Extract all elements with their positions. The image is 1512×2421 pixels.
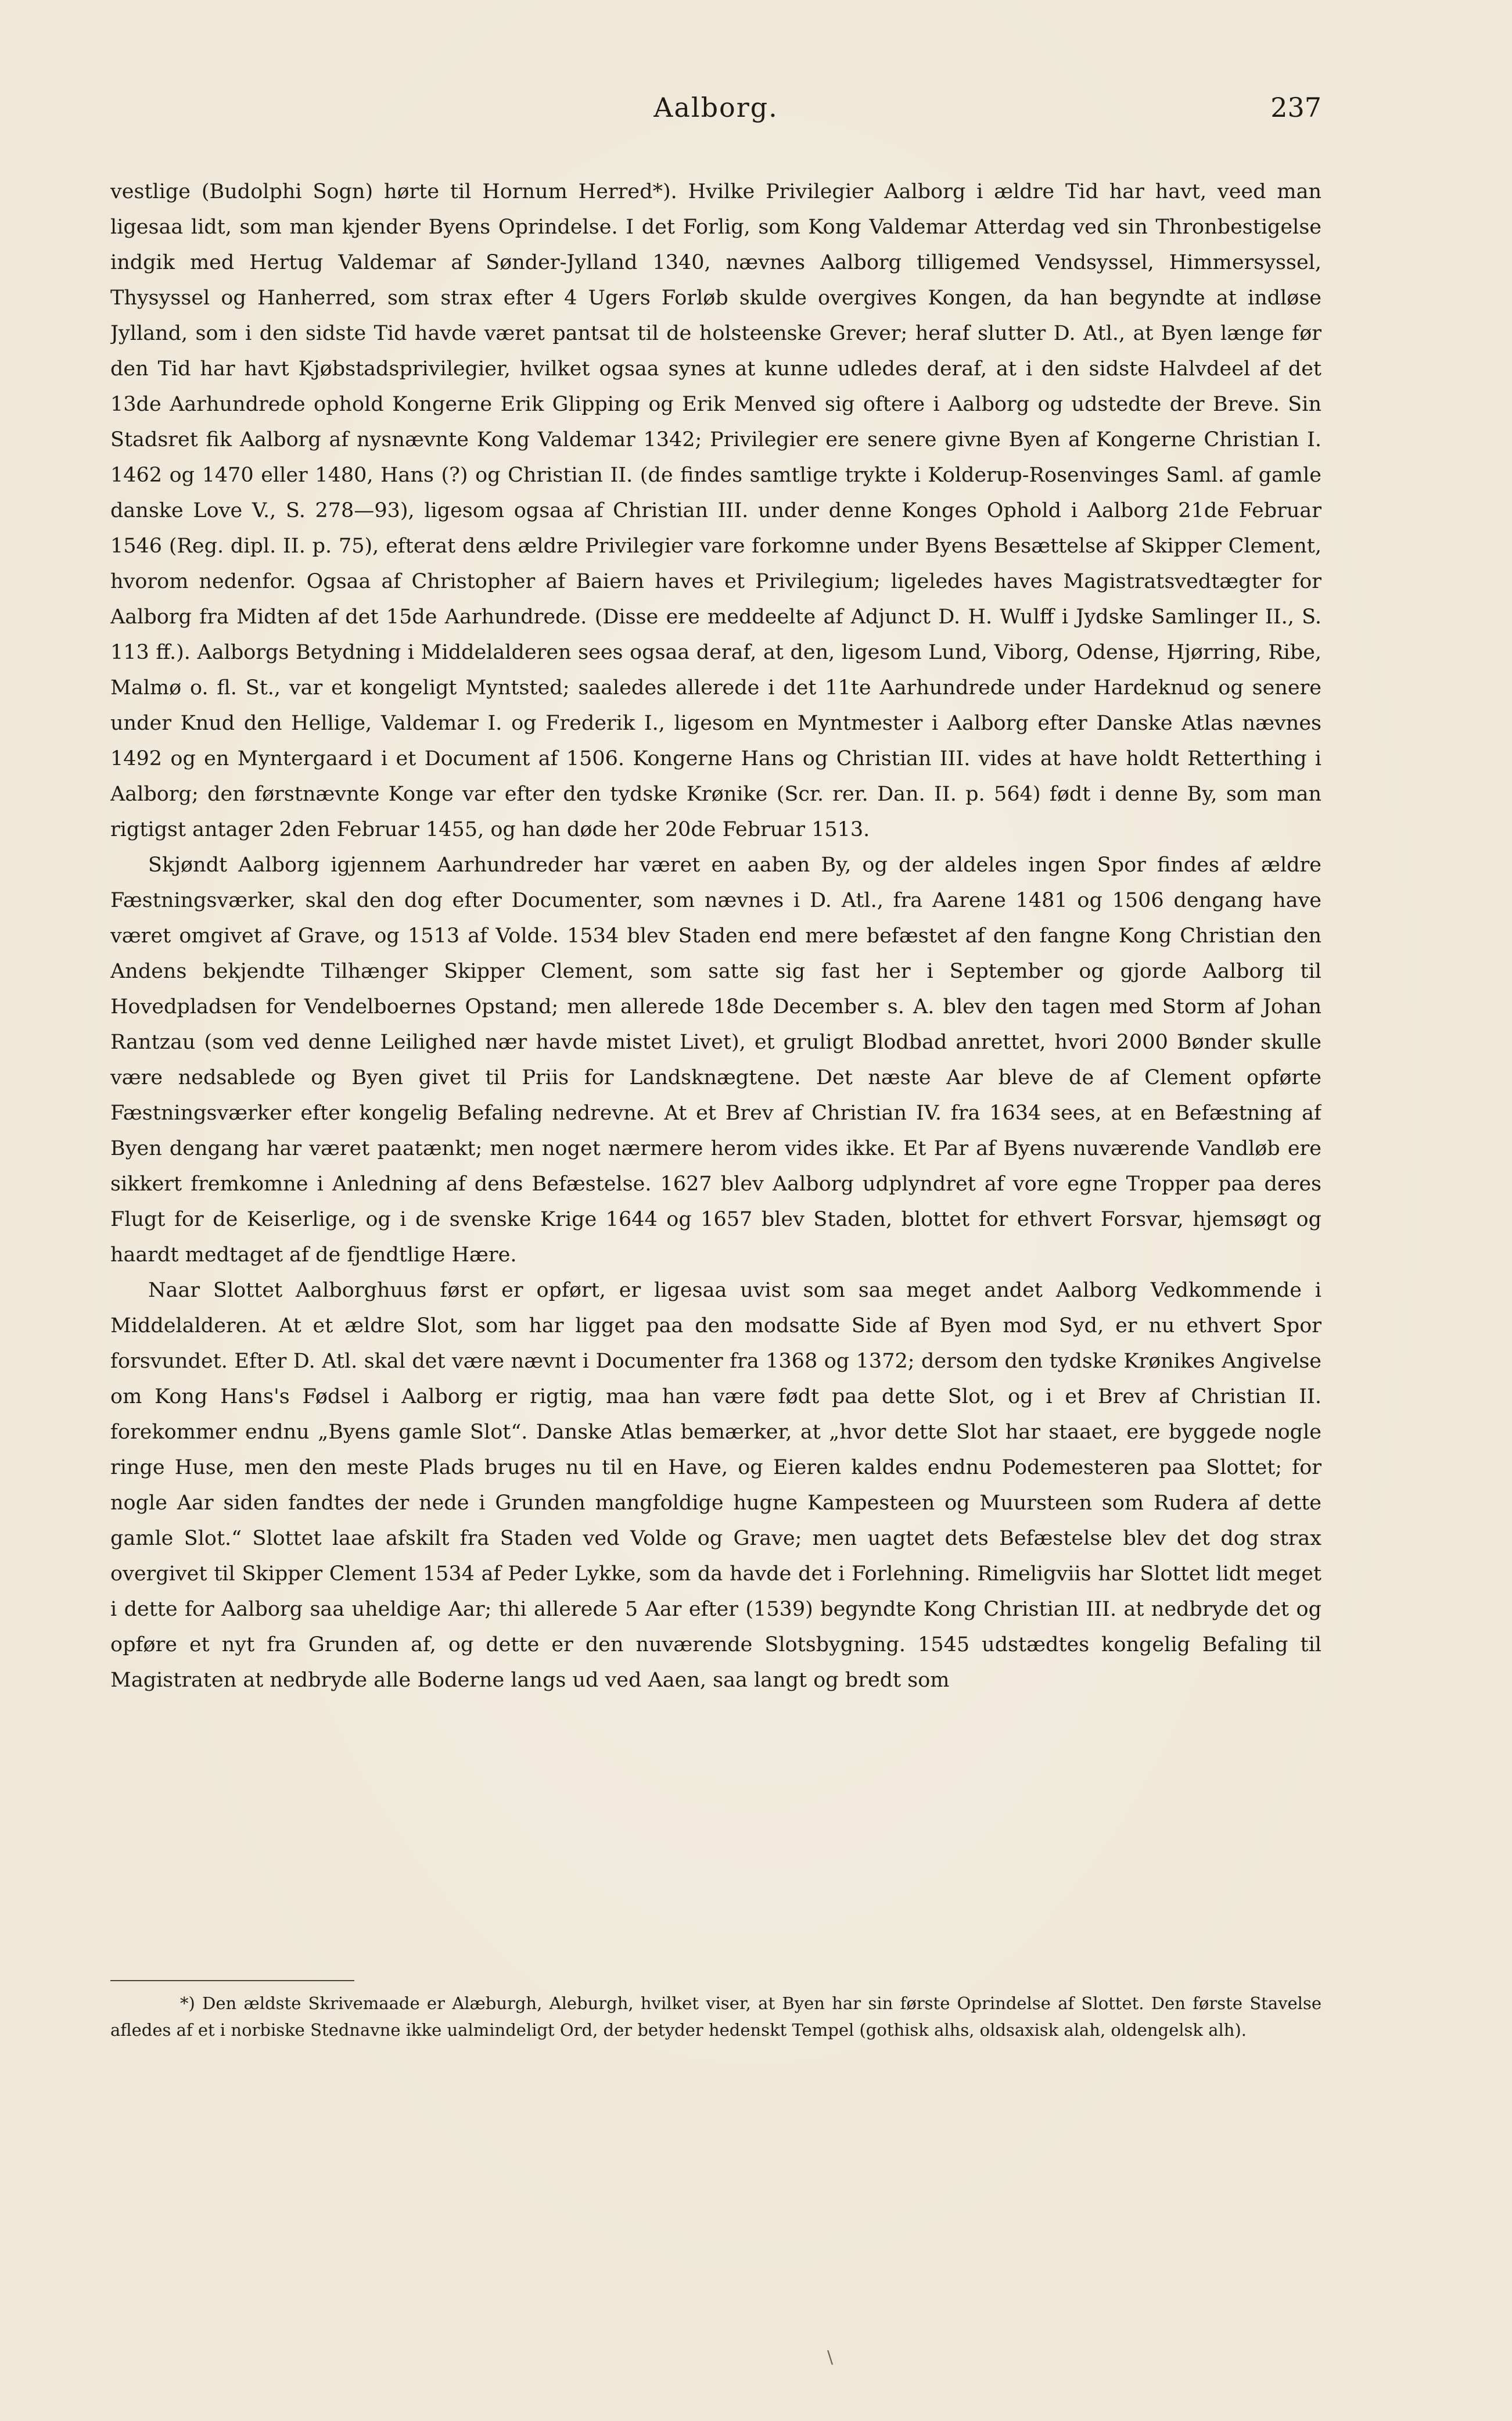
- body-text: [110, 174, 1321, 1946]
- running-title: Aalborg.: [653, 92, 778, 123]
- paragraph-privileges: vestlige (Budolphi Sogn) hørte til Hornum Herred*). Hvilke Privilegier Aalborg i ældre Tid har havt, veed man ligesaa lidt, som man kjender Byens Oprindelse. I det Forlig, som Kong Valdemar Atterdag ved sin Thronbestigelse indgik med Hertug Valdemar af Sønder-Jylland 1340, nævnes Aalborg tilligemed Vendsyssel, Himmersyssel, Thysyssel og Hanherred, som strax efter 4 Ugers Forløb skulde overgives Kongen, da han begyndte at indløse Jylland, som i den sidste Tid havde været pantsat til de holsteenske Grever; heraf slutter D. Atl., at Byen længe før den Tid har havt Kjøbstadsprivilegier, hvilket ogsaa synes at kunne udledes deraf, at i den sidste Halvdeel af det 13de Aarhundrede ophold Kongerne Erik Glipping og Erik Menved sig oftere i Aalborg og udstedte der Breve. Sin Stadsret fik Aalborg af nysnævnte Kong Valdemar 1342; Privilegier ere senere givne Byen af Kongerne Christian I. 1462 og 1470 eller 1480, Hans (?) og Christian II. (de findes samtlige trykte i Kolderup-Rosenvinges Saml. af gamle danske Love V., S. 278—93), ligesom ogsaa af Christian III. under denne Konges Ophold i Aalborg 21de Februar 1546 (Reg. dipl. II. p. 75), efterat dens ældre Privilegier vare forkomne under Byens Besættelse af Skipper Clement, hvorom nedenfor. Ogsaa af Christopher af Baiern haves et Privilegium; ligeledes haves Magistratsvedtægter for Aalborg fra Midten af det 15de Aarhundrede. (Disse ere meddeelte af Adjunct D. H. Wulff i Jydske Samlinger II., S. 113 ff.). Aalborgs Betydning i Middelalderen sees ogsaa deraf, at den, ligesom Lund, Viborg, Odense, Hjørring, Ribe, Malmø o. fl. St., var et kongeligt Myntsted; saaledes allerede i det 11te Aarhundrede under Hardeknud og senere under Knud den Hellige, Valdemar I. og Frederik I., ligesom en Myntmester i Aalborg efter Danske Atlas nævnes 1492 og en Myntergaard i et Document af 1506. Kongerne Hans og Christian III. vides at have holdt Retterthing i Aalborg; den førstnævnte Konge var efter den tydske Krønike (Scr. rer. Dan. II. p. 564) født i denne By, som man rigtigst antager 2den Februar 1455, og han døde her 20de Februar 1513.: [110, 180, 1321, 841]
- page-header: [110, 87, 1321, 134]
- footnote: [110, 1990, 1321, 2176]
- footnote-text: *) Den ældste Skrivemaade er Alæburgh, Aleburgh, hvilket viser, at Byen har sin første Oprindelse af Slottet. Den første Stavelse afledes af et i norbiske Stednavne ikke ualmindeligt Ord, der betyder hedenskt Tempel (gothisk alhs, oldsaxisk alah, oldengelsk alh).: [110, 1993, 1321, 2040]
- paragraph-castle: Naar Slottet Aalborghuus først er opført, er ligesaa uvist som saa meget andet Aalborg Vedkommende i Middelalderen. At et ældre Slot, som har ligget paa den modsatte Side af Byen mod Syd, er nu ethvert Spor forsvundet. Efter D. Atl. skal det være nævnt i Documenter fra 1368 og 1372; dersom den tydske Krønikes Angivelse om Kong Hans's Fødsel i Aalborg er rigtig, maa han være født paa dette Slot, og i et Brev af Christian II. forekommer endnu „Byens gamle Slot“. Danske Atlas bemærker, at „hvor dette Slot har staaet, ere byggede nogle ringe Huse, men den meste Plads bruges nu til en Have, og Eieren kaldes endnu Podemesteren paa Slottet; for nogle Aar siden fandtes der nede i Grunden mangfoldige hugne Kampesteen og Muursteen som Rudera af dette gamle Slot.“ Slottet laae afskilt fra Staden ved Volde og Grave; men uagtet dets Befæstelse blev det dog strax overgivet til Skipper Clement 1534 af Peder Lykke, som da havde det i Forlehning. Rimeligviis har Slottet lidt meget i dette for Aalborg saa uheldige Aar; thi allerede 5 Aar efter (1539) begyndte Kong Christian III. at nedbryde det og opføre et nyt fra Grunden af, og dette er den nuværende Slotsbygning. 1545 udstædtes kongelig Befaling til Magistraten at nedbryde alle Boderne langs ud ved Aaen, saa langt og bredt som: [110, 1279, 1321, 1692]
- paragraph-fortifications: Skjøndt Aalborg igjennem Aarhundreder har været en aaben By, og der aldeles ingen Spor findes af ældre Fæstningsværker, skal den dog efter Documenter, som nævnes i D. Atl., fra Aarene 1481 og 1506 dengang have været omgivet af Grave, og 1513 af Volde. 1534 blev Staden end mere befæstet af den fangne Kong Christian den Andens bekjendte Tilhænger Skipper Clement, som satte sig fast her i September og gjorde Aalborg til Hovedpladsen for Vendelboernes Opstand; men allerede 18de December s. A. blev den tagen med Storm af Johan Rantzau (som ved denne Leilighed nær havde mistet Livet), et gruligt Blodbad anrettet, hvori 2000 Bønder skulle være nedsablede og Byen givet til Priis for Landsknægtene. Det næste Aar bleve de af Clement opførte Fæstningsværker efter kongelig Befaling nedrevne. At et Brev af Christian IV. fra 1634 sees, at en Befæstning af Byen dengang har været paatænkt; men noget nærmere herom vides ikke. Et Par af Byens nuværende Vandløb ere sikkert fremkomne i Anledning af dens Befæstelse. 1627 blev Aalborg udplyndret af vore egne Tropper paa deres Flugt for de Keiserlige, og i de svenske Krige 1644 og 1657 blev Staden, blottet for ethvert Forsvar, hjemsøgt og haardt medtaget af de fjendtlige Hære.: [110, 853, 1321, 1267]
- page-number: 237: [1270, 92, 1321, 123]
- stray-mark: \: [827, 2347, 834, 2368]
- footnote-divider: [110, 1980, 354, 1981]
